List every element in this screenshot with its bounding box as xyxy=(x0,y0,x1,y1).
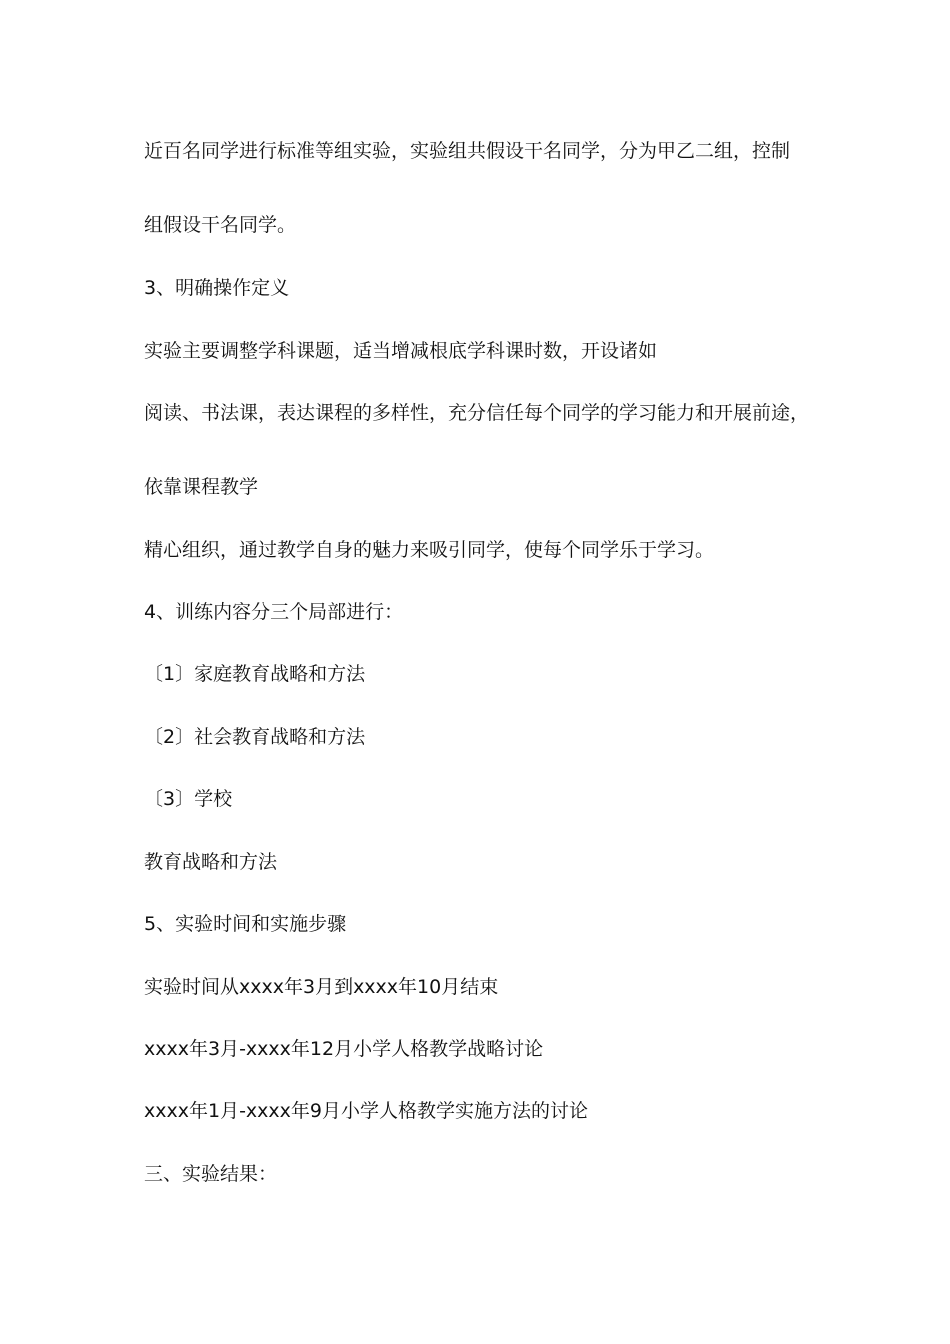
list-item: 〔3〕学校 xyxy=(144,788,233,810)
section-heading: 三、实验结果： xyxy=(144,1163,278,1185)
list-item: 〔1〕家庭教育战略和方法 xyxy=(144,663,366,685)
section-heading: 4、训练内容分三个局部进行： xyxy=(144,601,404,623)
paragraph-line: 阅读、书法课，表达课程的多样性，充分信任每个同学的学习能力和开展前途， xyxy=(144,402,810,424)
section-heading: 5、实验时间和实施步骤 xyxy=(144,913,347,935)
paragraph-line: 实验时间从xxxx年3月到xxxx年10月结束 xyxy=(144,976,499,998)
list-item: 〔2〕社会教育战略和方法 xyxy=(144,726,366,748)
section-heading: 3、明确操作定义 xyxy=(144,277,290,299)
paragraph-line: 组假设干名同学。 xyxy=(144,214,297,236)
paragraph-line: 精心组织，通过教学自身的魅力来吸引同学，使每个同学乐于学习。 xyxy=(144,539,715,561)
paragraph-line: xxxx年1月-xxxx年9月小学人格教学实施方法的讨论 xyxy=(144,1100,588,1122)
paragraph-line: 教育战略和方法 xyxy=(144,851,278,873)
paragraph-line: 近百名同学进行标准等组实验，实验组共假设干名同学，分为甲乙二组，控制 xyxy=(144,140,791,162)
paragraph-line: xxxx年3月-xxxx年12月小学人格教学战略讨论 xyxy=(144,1038,544,1060)
paragraph-line: 依靠课程教学 xyxy=(144,476,259,498)
paragraph-line: 实验主要调整学科课题，适当增减根底学科课时数，开设诸如 xyxy=(144,340,658,362)
